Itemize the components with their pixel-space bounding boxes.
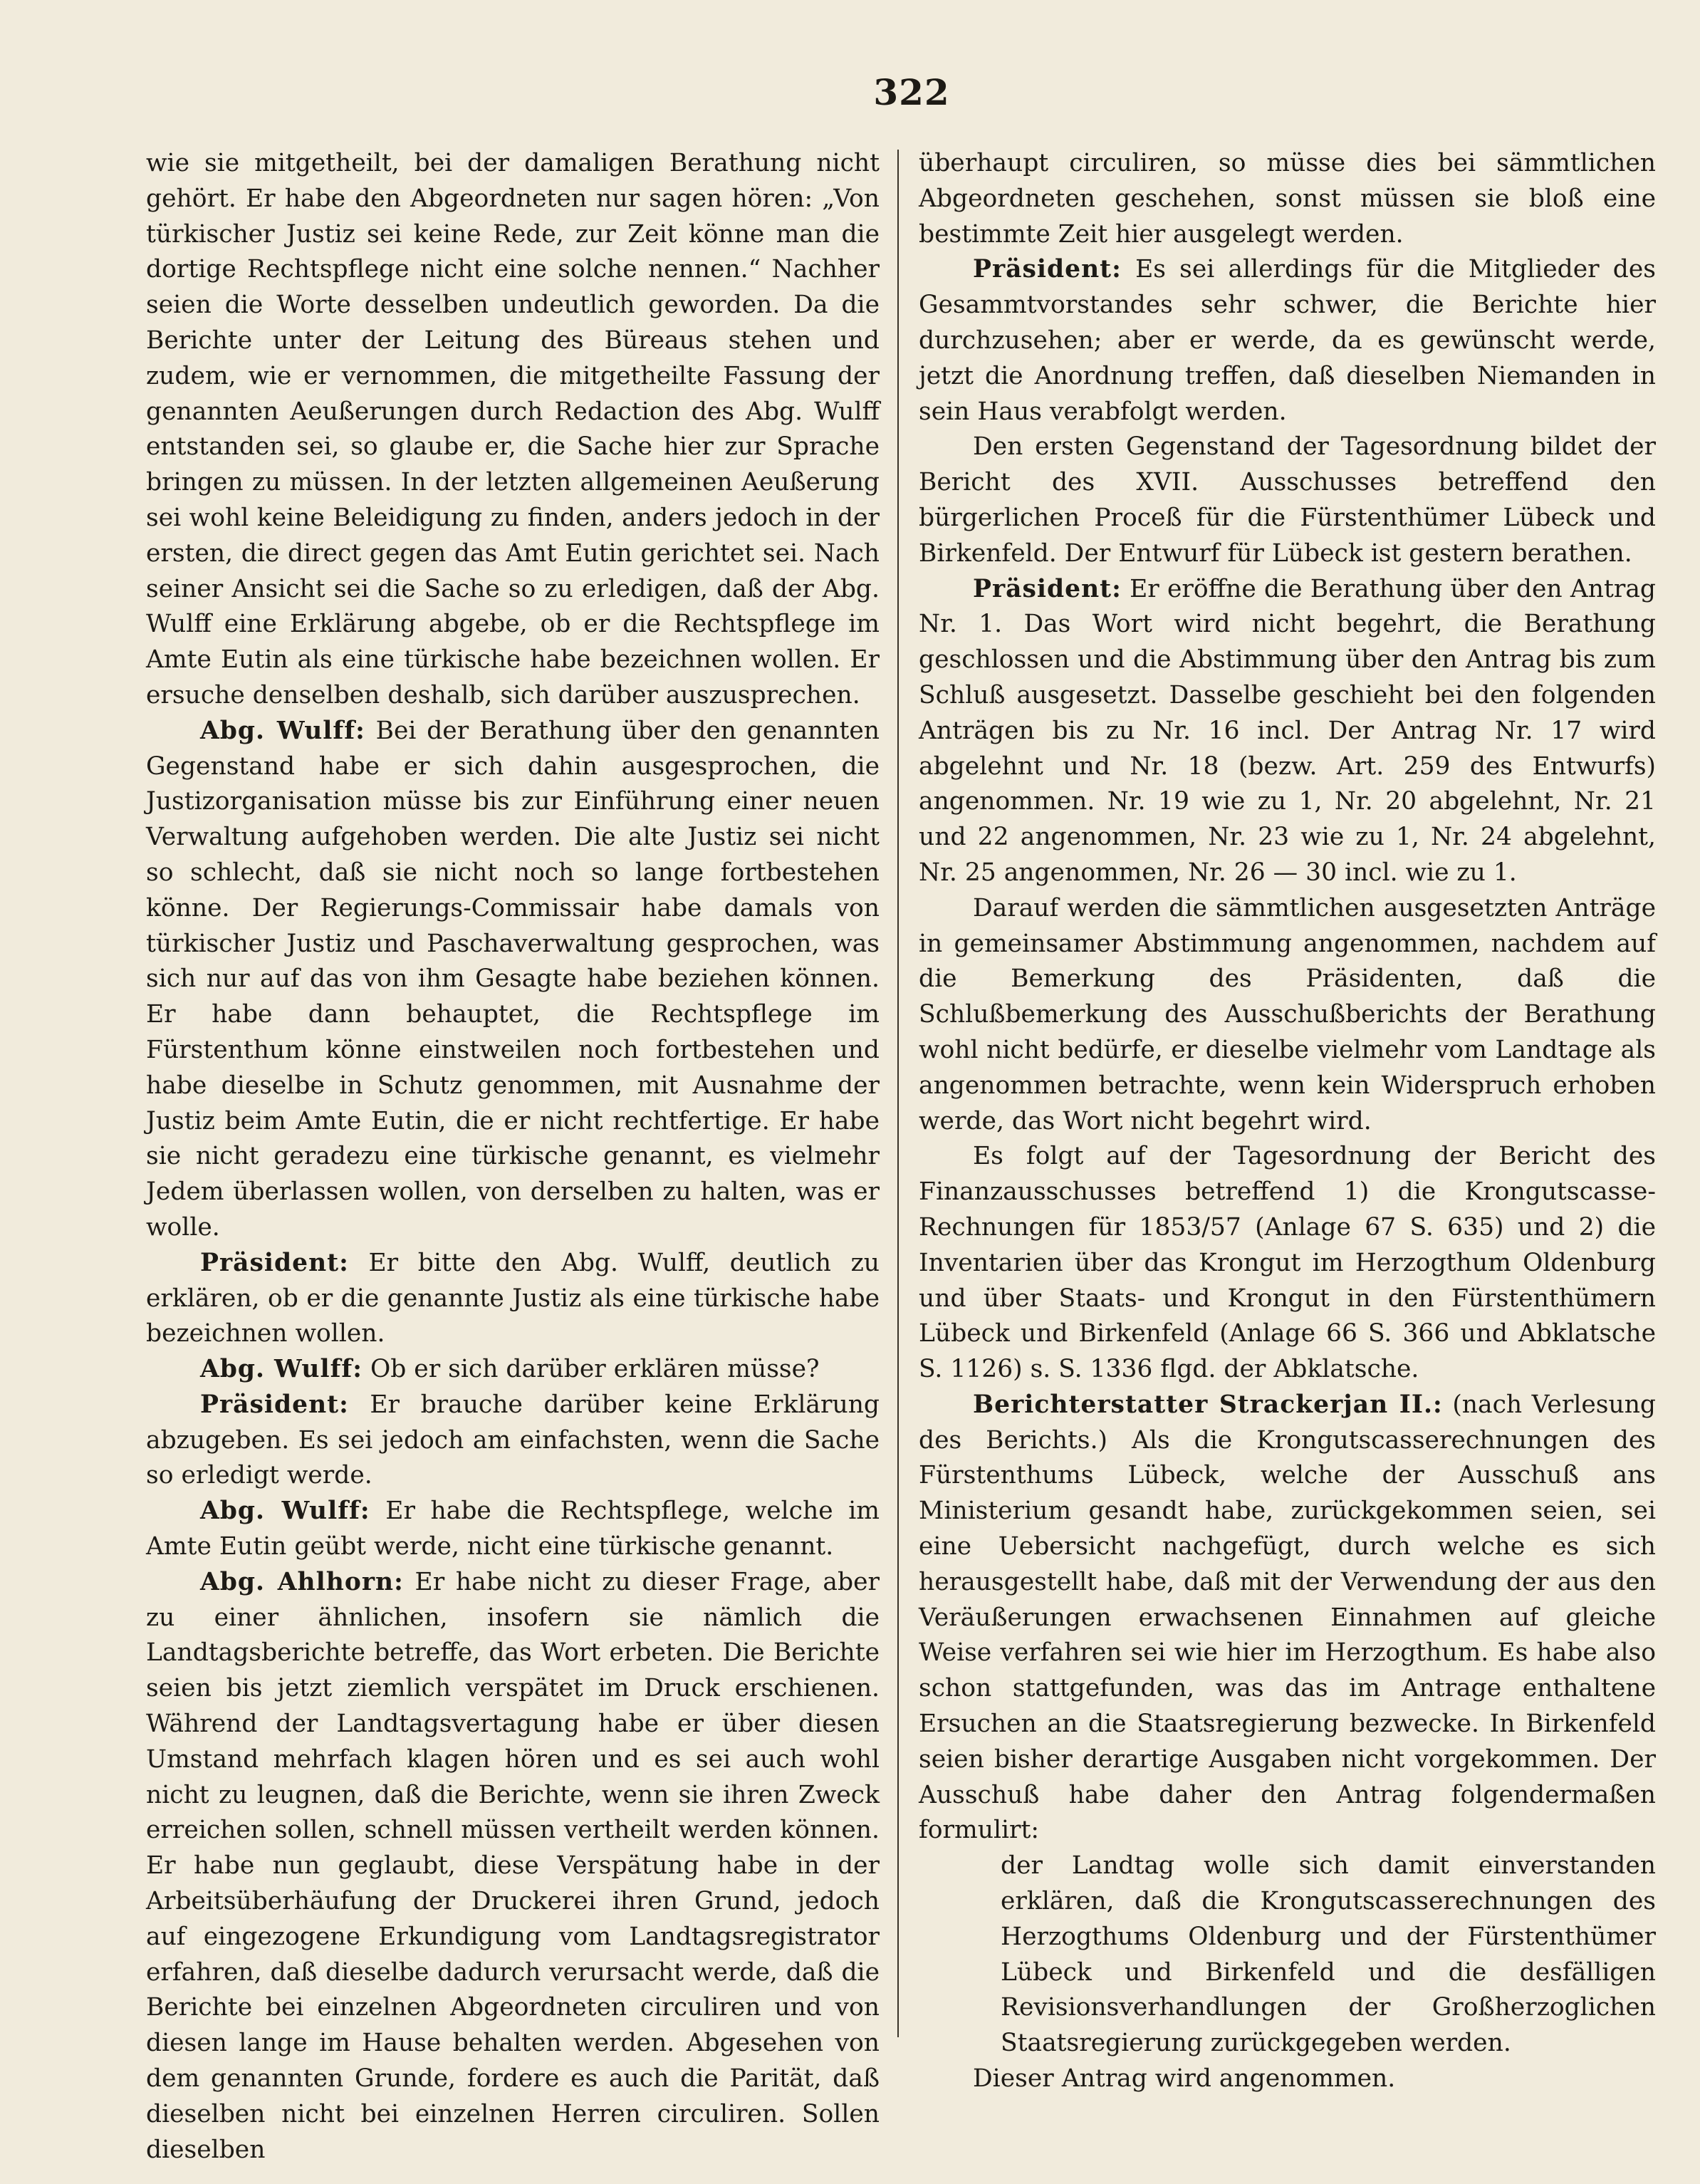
speech-paragraph [146,1246,880,1352]
left-column [146,146,880,2168]
paragraph-text: wie sie mitgetheilt, bei der damaligen Berathung nicht gehört. Er habe den Abgeordneten nur sagen hören: „Von türkischer Justiz sei keine Rede, zur Zeit könne man die dortige Rechtspflege nicht eine solche nennen.“ Nachher seien die Worte desselben undeutlich geworden. Da die Berichte unter der Leitung des Büreaus stehen und zudem, wie er vernommen, die mitgetheilte Fassung der genannten Aeußerungen durch Redaction des Abg. Wulff entstanden sei, so glaube er, die Sache hier zur Sprache bringen zu müssen. In der letzten allgemeinen Aeußerung sei wohl keine Beleidigung zu finden, anders jedoch in der ersten, die direct gegen das Amt Eutin gerichtet sei. Nach seiner Ansicht sei die Sache so zu erledigen, daß der Abg. Wulff eine Erklärung abgebe, ob er die Rechtspflege im Amte Eutin als eine türkische habe bezeichnen wollen. Er ersuche denselben deshalb, sich darüber auszusprechen. [146,149,880,709]
paragraph-text: überhaupt circuliren, so müsse dies bei sämmtlichen Abgeordneten geschehen, sonst müssen sie bloß eine bestimmte Zeit hier ausgelegt werden. [919,149,1656,249]
motion-text [919,1848,1656,2061]
speech-paragraph [146,1494,880,1565]
paragraph-text: Den ersten Gegenstand der Tagesordnung bildet der Bericht des XVII. Ausschusses betreffend den bürgerlichen Proceß für die Fürstenthümer Lübeck und Birkenfeld. Der Entwurf für Lübeck ist gestern berathen. [919,432,1656,568]
page-number: 322 [873,71,950,113]
paragraph-text: (nach Verlesung des Berichts.) Als die Krongutscasserechnungen des Fürstenthums Lübeck, welche der Ausschuß ans Ministerium gesandt habe, zurückgekommen seien, sei eine Uebersicht nachgefügt, durch welche es sich herausgestellt habe, daß mit der Verwendung der aus den Veräußerungen erwachsenen Einnahmen auf gleiche Weise verfahren sei wie hier im Herzogthum. Es habe also schon stattgefunden, was das im Antrage enthaltene Ersuchen an die Staatsregierung bezwecke. In Birkenfeld seien bisher derartige Ausgaben nicht vorgekommen. Der Ausschuß habe daher den Antrag folgendermaßen formulirt: [919,1390,1657,1845]
continued-paragraph [919,146,1656,252]
speaker-name: Berichterstatter Strackerjan II.: [973,1390,1443,1419]
speaker-name: Präsident: [973,255,1122,284]
paragraph-text: Es folgt auf der Tagesordnung der Bericht des Finanzausschusses betreffend 1) die Krongutscasse-Rechnungen für 1853/57 (Anlage 67 S. 635) und 2) die Inventarien über das Krongut im Herzogthum Oldenburg und über Staats- und Krongut in den Fürstenthümern Lübeck und Birkenfeld (Anlage 66 S. 366 und Abklatsche S. 1126) s. S. 1336 flgd. der Abklatsche. [919,1142,1656,1384]
paragraph-text: Er habe nicht zu dieser Frage, aber zu einer ähnlichen, insofern sie nämlich die Landtagsberichte betreffe, das Wort erbeten. Die Berichte seien bis jetzt ziemlich verspätet im Druck erschienen. Während der Landtagsvertagung habe er über diesen Umstand mehrfach klagen hören und es sei auch wohl nicht zu leugnen, daß die Berichte, wenn sie ihren Zweck erreichen sollen, schnell müssen vertheilt werden können. Er habe nun geglaubt, diese Verspätung habe in der Arbeitsüberhäufung der Druckerei ihren Grund, jedoch auf eingezogene Erkundigung vom Landtagsregistrator erfahren, daß dieselbe dadurch verursacht werde, daß die Berichte bei einzelnen Abgeordneten circuliren und von diesen lange im Hause behalten werden. Abgesehen von dem genannten Grunde, fordere es auch die Parität, daß dieselben nicht bei einzelnen Herren circuliren. Sollen dieselben [146,1567,880,2164]
paragraph [919,430,1656,571]
paragraph-text: Er eröffne die Berathung über den Antrag Nr. 1. Das Wort wird nicht begehrt, die Berathung geschlossen und die Abstimmung über den Antrag bis zum Schluß ausgesetzt. Dasselbe geschieht bei den folgenden Anträgen bis zu Nr. 16 incl. Der Antrag Nr. 17 wird abgelehnt und Nr. 18 (bezw. Art. 259 des Entwurfs) angenommen. Nr. 19 wie zu 1, Nr. 20 abgelehnt, Nr. 21 und 22 angenommen, Nr. 23 wie zu 1, Nr. 24 abgelehnt, Nr. 25 angenommen, Nr. 26 — 30 incl. wie zu 1. [919,574,1656,887]
paragraph [919,2061,1656,2097]
speaker-name: Präsident: [200,1390,349,1419]
speech-paragraph [919,572,1656,891]
paragraph-text: Ob er sich darüber erklären müsse? [370,1355,820,1384]
paragraph-text: Bei der Berathung über den genannten Gegenstand habe er sich dahin ausgesprochen, die Justizorganisation müsse bis zur Einführung einer neuen Verwaltung aufgehoben werden. Die alte Justiz sei nicht so schlecht, daß sie nicht noch so lange fortbestehen könne. Der Regierungs-Commissair habe damals von türkischer Justiz und Paschaverwaltung gesprochen, was sich nur auf das von ihm Gesagte habe beziehen können. Er habe dann behauptet, die Rechtspflege im Fürstenthum könne einstweilen noch fortbestehen und habe dieselbe in Schutz genommen, mit Ausnahme der Justiz beim Amte Eutin, die er nicht rechtfertige. Er habe sie nicht geradezu eine türkische genannt, es vielmehr Jedem überlassen wollen, von derselben zu halten, was er wolle. [146,716,880,1242]
speech-paragraph [146,1565,880,2168]
speech-paragraph [146,1352,880,1388]
right-column [919,146,1656,2097]
paragraph-text: Es sei allerdings für die Mitglieder des Gesammtvorstandes sehr schwer, die Berichte hier durchzusehen; aber er werde, da es gewünscht werde, jetzt die Anordnung treffen, daß dieselben Niemanden in sein Haus verabfolgt werden. [919,255,1657,426]
speaker-name: Präsident: [200,1248,349,1277]
speaker-name: Abg. Wulff: [200,716,365,745]
speech-paragraph [146,714,880,1246]
column-divider [897,150,899,2037]
paragraph-text: Darauf werden die sämmtlichen ausgesetzten Anträge in gemeinsamer Abstimmung angenommen, nachdem auf die Bemerkung des Präsidenten, daß die Schlußbemerkung des Ausschußberichts der Berathung wohl nicht bedürfe, er dieselbe vielmehr vom Landtage als angenommen betrachte, wenn kein Widerspruch erhoben werde, das Wort nicht begehrt wird. [919,893,1656,1135]
speaker-name: Abg. Wulff: [200,1497,370,1526]
paragraph-text: Dieser Antrag wird angenommen. [973,2064,1396,2094]
paragraph [919,891,1656,1140]
speech-paragraph [919,1388,1656,1848]
paragraph-text: der Landtag wolle sich damit einverstanden erklären, daß die Krongutscasserechnungen des Herzogthums Oldenburg und der Fürstenthümer Lübeck und Birkenfeld und die desfälligen Revisionsverhandlungen der Großherzoglichen Staatsregierung zurückgegeben werden. [1001,1851,1656,2058]
paragraph-text: Er habe die Rechtspflege, welche im Amte Eutin geübt werde, nicht eine türkische genannt. [146,1497,880,1561]
paragraph-text: Er brauche darüber keine Erklärung abzugeben. Es sei jedoch am einfachsten, wenn die Sache so erledigt werde. [146,1390,880,1490]
speaker-name: Abg. Wulff: [200,1355,363,1384]
speech-paragraph [919,252,1656,430]
continued-paragraph [146,146,880,714]
paragraph-text: Er bitte den Abg. Wulff, deutlich zu erklären, ob er die genannte Justiz als eine türkische habe bezeichnen wollen. [146,1248,880,1348]
speaker-name: Abg. Ahlhorn: [200,1567,404,1596]
speech-paragraph [146,1388,880,1494]
paragraph [919,1139,1656,1388]
speaker-name: Präsident: [973,574,1122,603]
